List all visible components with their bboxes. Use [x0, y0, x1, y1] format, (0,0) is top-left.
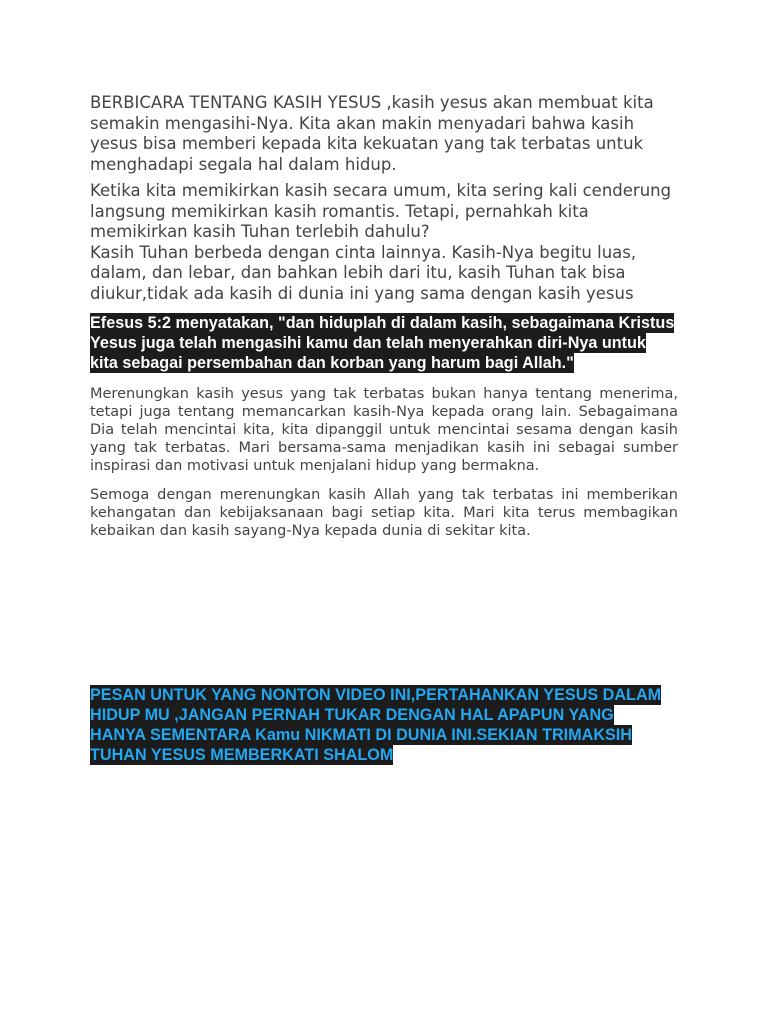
intro-paragraph: BERBICARA TENTANG KASIH YESUS ,kasih yesus akan membuat kita semakin mengasihi-Nya. Kita akan makin menyadari bahwa kasih yesus bisa memberi kepada kita kekuatan yang tak terbatas untuk menghadapi segala hal dalam hidup. [90, 93, 654, 174]
closing-message-highlight: PESAN UNTUK YANG NONTON VIDEO INI,PERTAHANKAN YESUS DALAM HIDUP MU ,JANGAN PERNAH TUKAR DENGAN HAL APAPUN YANG HANYA SEMENTARA Kamu NIKMATI DI DUNIA INI.SEKIAN TRIMAKSIH TUHAN YESUS MEMBERKATI SHALOM [90, 686, 662, 764]
closing-message-block [90, 685, 670, 765]
love-reflection-line-2: Kasih Tuhan berbeda dengan cinta lainnya. Kasih-Nya begitu luas, dalam, dan lebar, dan bahkan lebih dari itu, kasih Tuhan tak bisa diukur,tidak ada kasih di dunia ini yang sama dengan kasih yesus [90, 242, 637, 303]
bible-quote-block [90, 313, 678, 373]
love-reflection-line-1: Ketika kita memikirkan kasih secara umum, kita sering kali cenderung langsung memikirkan kasih romantis. Tetapi, pernahkah kita memikirkan kasih Tuhan terlebih dahulu? [90, 181, 672, 241]
love-reflection-paragraph [90, 181, 678, 304]
blessing-paragraph: Semoga dengan merenungkan kasih Allah yang tak terbatas ini memberikan kehangatan dan kebijaksanaan bagi setiap kita. Mari kita terus membagikan kebaikan dan kasih sayang-Nya kepada dunia di sekitar kita. [90, 487, 678, 539]
closing-message [90, 685, 670, 765]
document-body [90, 93, 678, 540]
bible-quote-highlight: Efesus 5:2 menyatakan, "dan hiduplah di dalam kasih, sebagaimana Kristus Yesus juga telah mengasihi kamu dan telah menyerahkan diri-Nya untuk kita sebagai persembahan dan korban yang harum bagi Allah." [90, 314, 675, 372]
reflection-paragraph: Merenungkan kasih yesus yang tak terbatas bukan hanya tentang menerima, tetapi juga tentang memancarkan kasih-Nya kepada orang lain. Sebagaimana Dia telah mencintai kita, kita dipanggil untuk mencintai sesama dengan kasih yang tak terbatas. Mari bersama-sama menjadikan kasih ini sebagai sumber inspirasi dan motivasi untuk menjalani hidup yang bermakna. [90, 386, 678, 474]
